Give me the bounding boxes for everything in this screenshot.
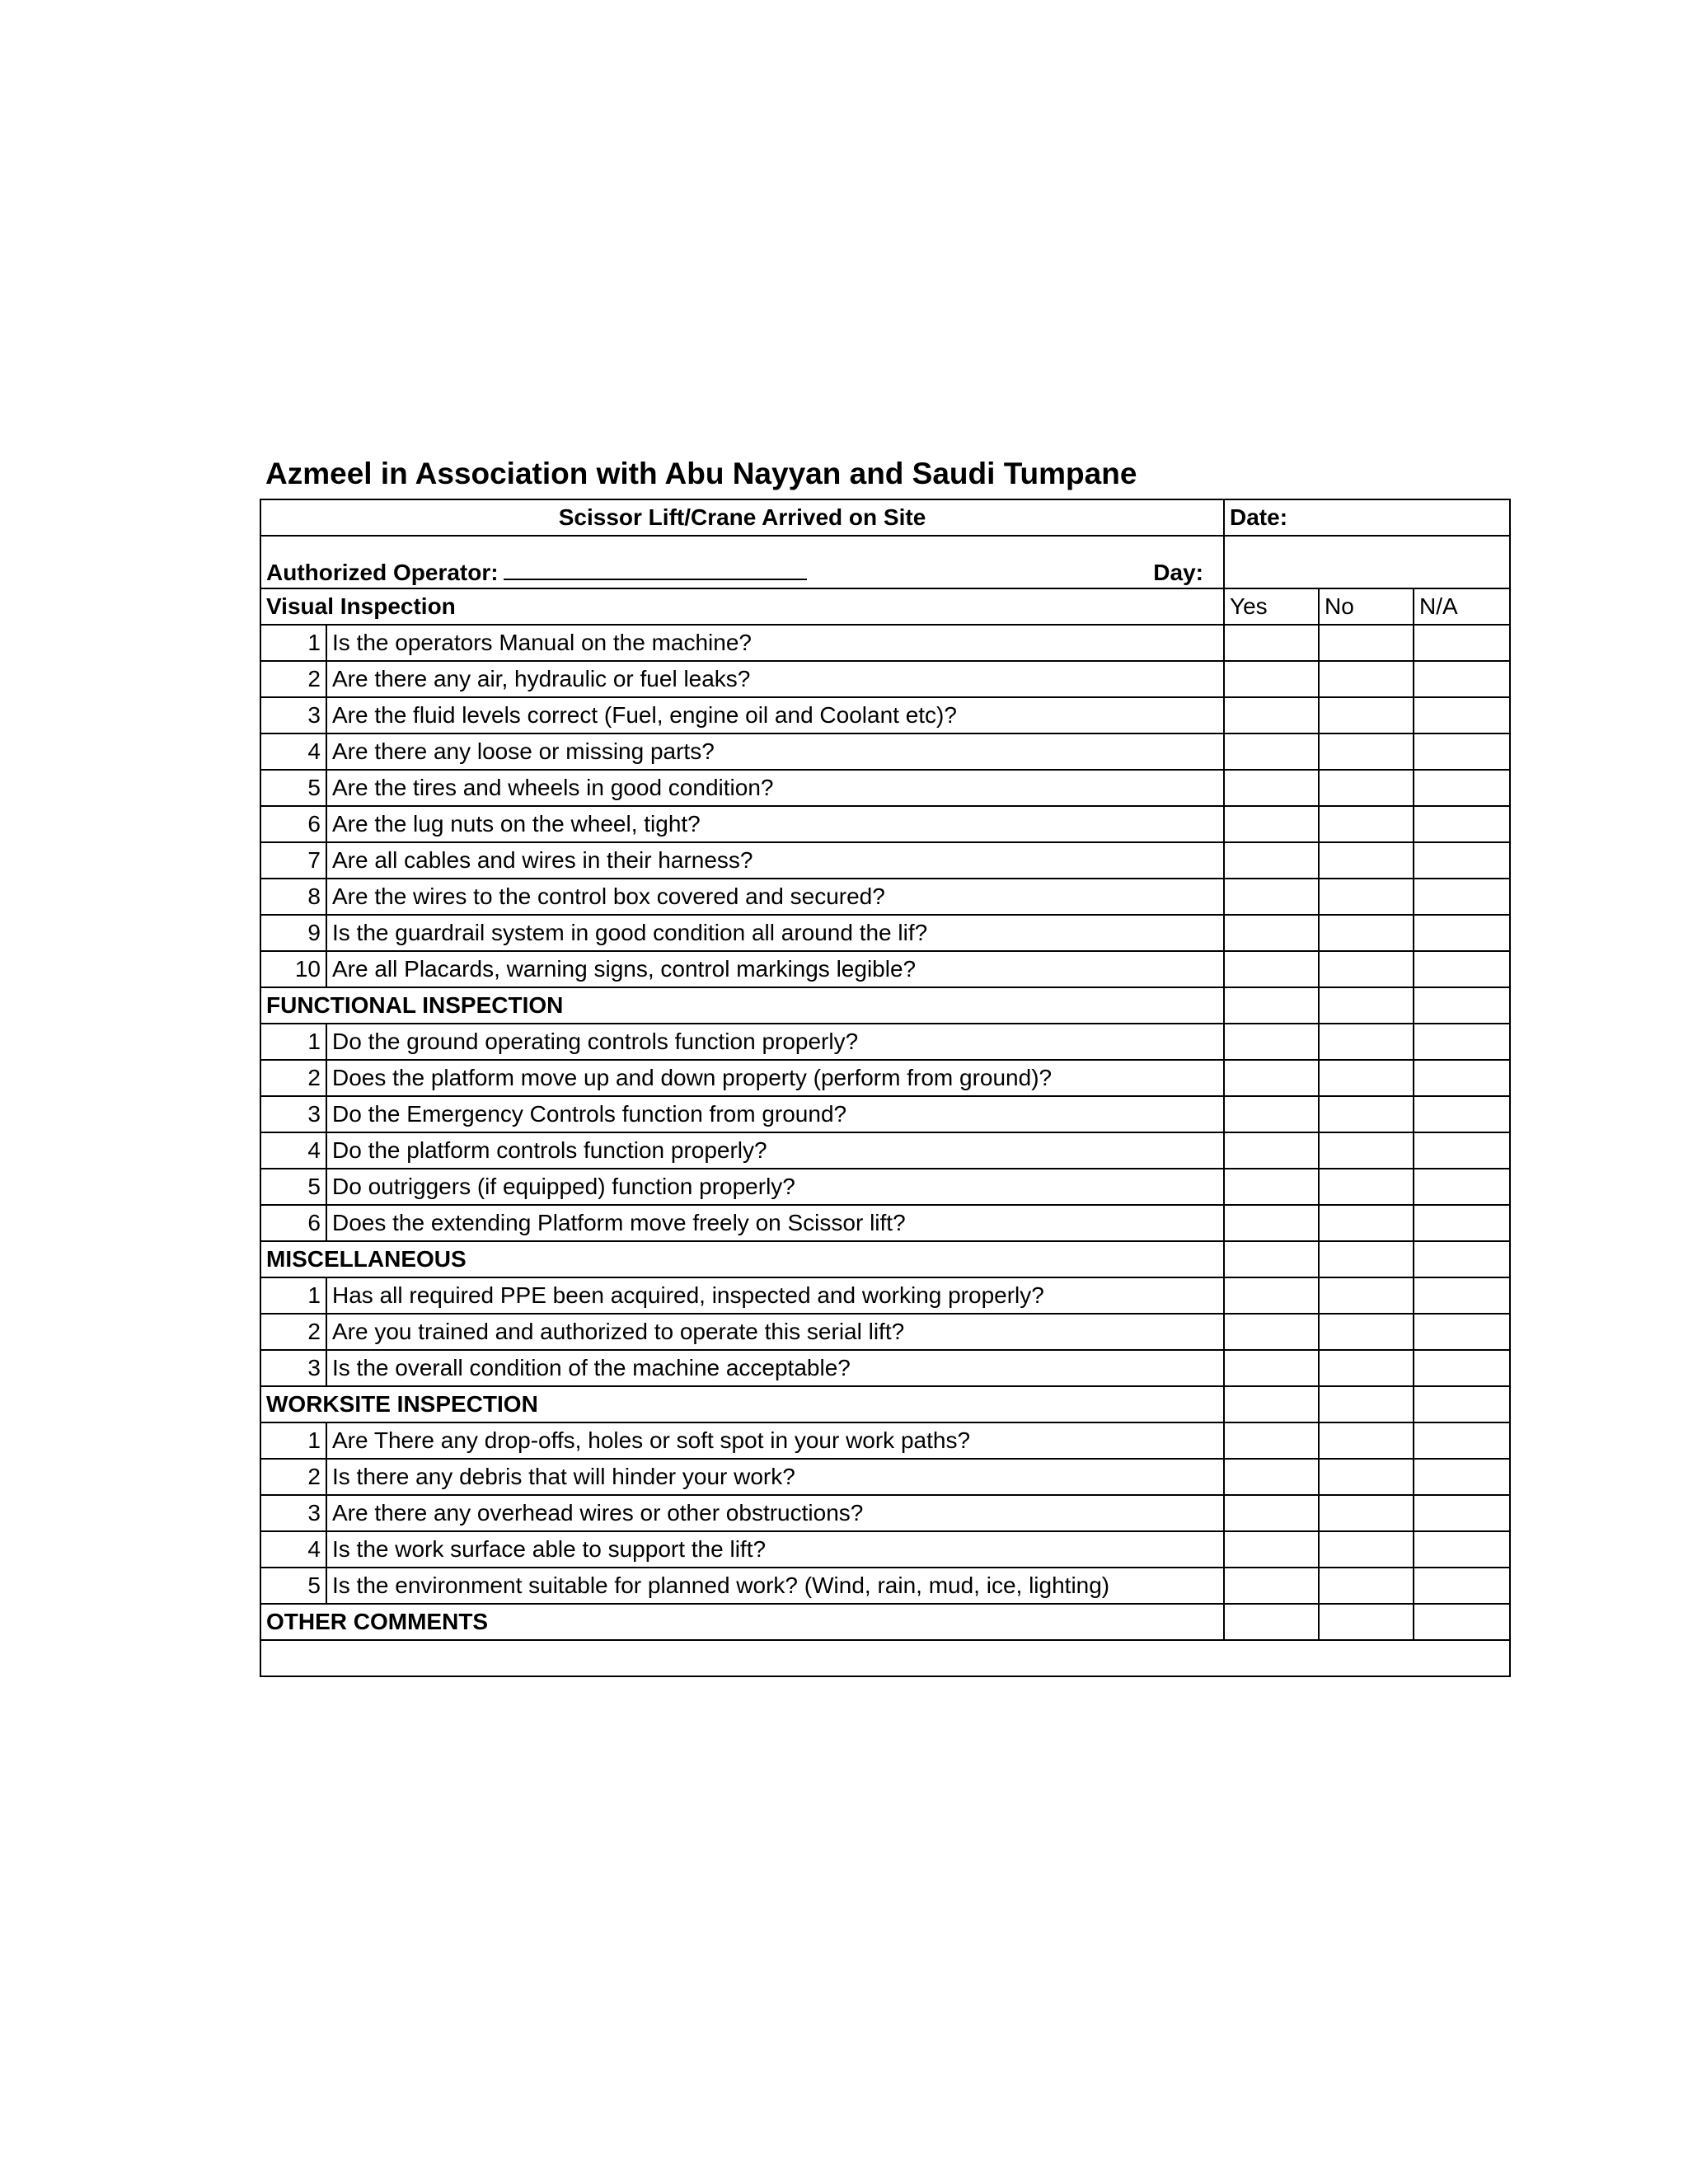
answer-yes-cell[interactable] (1224, 806, 1319, 842)
operator-row (260, 536, 1510, 588)
answer-na-cell[interactable] (1414, 1096, 1510, 1132)
item-number: 1 (260, 1277, 326, 1314)
checklist-row (260, 1060, 1510, 1096)
answer-yes-cell[interactable] (1224, 1495, 1319, 1531)
answer-na-cell[interactable] (1414, 1314, 1510, 1350)
item-number: 2 (260, 661, 326, 697)
answer-no-cell[interactable] (1319, 697, 1414, 733)
answer-na-cell[interactable] (1414, 1277, 1510, 1314)
item-number: 6 (260, 1205, 326, 1241)
item-number: 5 (260, 770, 326, 806)
section-misc-header (260, 1241, 1510, 1277)
answer-no-cell[interactable] (1319, 1169, 1414, 1205)
answer-yes-cell[interactable] (1224, 879, 1319, 915)
checklist-row (260, 1350, 1510, 1386)
operator-blank-line[interactable] (504, 560, 807, 580)
section-title-worksite: WORKSITE INSPECTION (260, 1386, 1224, 1422)
section-title-visual: Visual Inspection (260, 588, 1224, 625)
answer-na-cell[interactable] (1414, 842, 1510, 879)
item-question: Are you trained and authorized to operate this serial lift? (326, 1314, 1224, 1350)
item-number: 1 (260, 1422, 326, 1459)
answer-no-cell[interactable] (1319, 842, 1414, 879)
item-question: Does the platform move up and down property (perform from ground)? (326, 1060, 1224, 1096)
answer-na-cell[interactable] (1414, 1205, 1510, 1241)
item-question: Is there any debris that will hinder your work? (326, 1459, 1224, 1495)
functional-items (260, 1024, 1510, 1241)
answer-no-cell[interactable] (1319, 1277, 1414, 1314)
item-number: 2 (260, 1459, 326, 1495)
section-functional-header (260, 987, 1510, 1024)
item-number: 7 (260, 842, 326, 879)
answer-no-cell[interactable] (1319, 1495, 1414, 1531)
item-question: Does the extending Platform move freely on Scissor lift? (326, 1205, 1224, 1241)
item-number: 4 (260, 1531, 326, 1568)
item-question: Do the platform controls function properly? (326, 1132, 1224, 1169)
answer-no-cell[interactable] (1319, 1422, 1414, 1459)
day-label: Day: (1153, 560, 1203, 585)
checklist-row (260, 879, 1510, 915)
checklist-row (260, 625, 1510, 661)
answer-na-cell[interactable] (1414, 915, 1510, 951)
item-question: Are all Placards, warning signs, control markings legible? (326, 951, 1224, 987)
answer-yes-cell[interactable] (1224, 697, 1319, 733)
visual-items (260, 625, 1510, 987)
checklist-row (260, 1205, 1510, 1241)
column-header-na: N/A (1414, 588, 1510, 625)
checklist-row (260, 1024, 1510, 1060)
blank-cell (1224, 987, 1319, 1024)
blank-cell (1319, 1386, 1414, 1422)
section-title-misc: MISCELLANEOUS (260, 1241, 1224, 1277)
answer-no-cell[interactable] (1319, 879, 1414, 915)
blank-cell (1224, 1241, 1319, 1277)
answer-no-cell[interactable] (1319, 661, 1414, 697)
item-number: 1 (260, 625, 326, 661)
worksite-items (260, 1422, 1510, 1604)
checklist-row (260, 661, 1510, 697)
answer-yes-cell[interactable] (1224, 1459, 1319, 1495)
item-question: Do outriggers (if equipped) function properly? (326, 1169, 1224, 1205)
item-number: 3 (260, 697, 326, 733)
answer-na-cell[interactable] (1414, 951, 1510, 987)
operator-field[interactable] (266, 560, 807, 584)
answer-yes-cell[interactable] (1224, 1422, 1319, 1459)
column-header-yes: Yes (1224, 588, 1319, 625)
answer-yes-cell[interactable] (1224, 770, 1319, 806)
blank-cell (1414, 1241, 1510, 1277)
section-visual-header (260, 588, 1510, 625)
day-field[interactable] (1224, 536, 1510, 588)
item-number: 4 (260, 733, 326, 770)
answer-na-cell[interactable] (1414, 661, 1510, 697)
item-question: Is the operators Manual on the machine? (326, 625, 1224, 661)
answer-no-cell[interactable] (1319, 915, 1414, 951)
company-title: Azmeel in Association with Abu Nayyan and Saudi Tumpane (265, 457, 1137, 490)
answer-yes-cell[interactable] (1224, 842, 1319, 879)
answer-yes-cell[interactable] (1224, 1531, 1319, 1568)
answer-yes-cell[interactable] (1224, 1314, 1319, 1350)
item-question: Is the guardrail system in good condition all around the lif? (326, 915, 1224, 951)
checklist-row (260, 1459, 1510, 1495)
answer-na-cell[interactable] (1414, 879, 1510, 915)
answer-yes-cell[interactable] (1224, 1096, 1319, 1132)
answer-na-cell[interactable] (1414, 1060, 1510, 1096)
blank-cell (1319, 1604, 1414, 1640)
answer-yes-cell[interactable] (1224, 1060, 1319, 1096)
item-number: 6 (260, 806, 326, 842)
answer-na-cell[interactable] (1414, 1495, 1510, 1531)
item-question: Do the Emergency Controls function from ground? (326, 1096, 1224, 1132)
blank-cell (1414, 987, 1510, 1024)
checklist-row (260, 842, 1510, 879)
item-question: Are There any drop-offs, holes or soft spot in your work paths? (326, 1422, 1224, 1459)
checklist-row (260, 1422, 1510, 1459)
item-question: Are there any loose or missing parts? (326, 733, 1224, 770)
column-header-no: No (1319, 588, 1414, 625)
answer-na-cell[interactable] (1414, 1422, 1510, 1459)
checklist-row (260, 1314, 1510, 1350)
checklist-row (260, 915, 1510, 951)
checklist-row (260, 697, 1510, 733)
item-number: 3 (260, 1350, 326, 1386)
checklist-row (260, 1169, 1510, 1205)
answer-no-cell[interactable] (1319, 806, 1414, 842)
arrival-row (260, 499, 1510, 536)
item-question: Do the ground operating controls function properly? (326, 1024, 1224, 1060)
checklist-row (260, 1531, 1510, 1568)
blank-cell (1414, 1604, 1510, 1640)
blank-cell (1319, 1241, 1414, 1277)
section-title-functional: FUNCTIONAL INSPECTION (260, 987, 1224, 1024)
answer-no-cell[interactable] (1319, 951, 1414, 987)
checklist-row (260, 770, 1510, 806)
answer-na-cell[interactable] (1414, 1568, 1510, 1604)
answer-yes-cell[interactable] (1224, 915, 1319, 951)
inspection-checklist-table (260, 499, 1511, 1677)
answer-yes-cell[interactable] (1224, 1277, 1319, 1314)
answer-no-cell[interactable] (1319, 1024, 1414, 1060)
answer-na-cell[interactable] (1414, 1531, 1510, 1568)
answer-yes-cell[interactable] (1224, 1568, 1319, 1604)
answer-na-cell[interactable] (1414, 1459, 1510, 1495)
item-number: 5 (260, 1568, 326, 1604)
checklist-row (260, 733, 1510, 770)
item-question: Are the lug nuts on the wheel, tight? (326, 806, 1224, 842)
answer-no-cell[interactable] (1319, 1314, 1414, 1350)
comments-input-area[interactable] (260, 1640, 1510, 1676)
item-question: Are the tires and wheels in good condition? (326, 770, 1224, 806)
operator-cell (260, 536, 1224, 588)
item-number: 9 (260, 915, 326, 951)
answer-yes-cell[interactable] (1224, 625, 1319, 661)
answer-na-cell[interactable] (1414, 625, 1510, 661)
answer-yes-cell[interactable] (1224, 1169, 1319, 1205)
answer-yes-cell[interactable] (1224, 1350, 1319, 1386)
answer-yes-cell[interactable] (1224, 951, 1319, 987)
item-number: 1 (260, 1024, 326, 1060)
item-question: Are the fluid levels correct (Fuel, engine oil and Coolant etc)? (326, 697, 1224, 733)
answer-yes-cell[interactable] (1224, 1205, 1319, 1241)
item-number: 2 (260, 1314, 326, 1350)
misc-items (260, 1277, 1510, 1386)
answer-yes-cell[interactable] (1224, 661, 1319, 697)
answer-na-cell[interactable] (1414, 697, 1510, 733)
answer-no-cell[interactable] (1319, 1132, 1414, 1169)
answer-na-cell[interactable] (1414, 1132, 1510, 1169)
arrival-label: Scissor Lift/Crane Arrived on Site (260, 499, 1224, 536)
item-number: 4 (260, 1132, 326, 1169)
operator-label: Authorized Operator: (266, 560, 499, 585)
comments-row (260, 1640, 1510, 1676)
answer-no-cell[interactable] (1319, 1568, 1414, 1604)
checklist-row (260, 1096, 1510, 1132)
item-number: 10 (260, 951, 326, 987)
checklist-row (260, 1132, 1510, 1169)
blank-cell (1224, 1386, 1319, 1422)
section-worksite-header (260, 1386, 1510, 1422)
answer-no-cell[interactable] (1319, 625, 1414, 661)
answer-no-cell[interactable] (1319, 733, 1414, 770)
date-field[interactable]: Date: (1224, 499, 1510, 536)
item-question: Is the overall condition of the machine acceptable? (326, 1350, 1224, 1386)
answer-na-cell[interactable] (1414, 1169, 1510, 1205)
checklist-row (260, 806, 1510, 842)
blank-cell (1319, 987, 1414, 1024)
item-question: Are there any air, hydraulic or fuel leaks? (326, 661, 1224, 697)
item-question: Is the environment suitable for planned work? (Wind, rain, mud, ice, lighting) (326, 1568, 1224, 1604)
answer-na-cell[interactable] (1414, 806, 1510, 842)
section-comments-header (260, 1604, 1510, 1640)
answer-na-cell[interactable] (1414, 1024, 1510, 1060)
answer-yes-cell[interactable] (1224, 1024, 1319, 1060)
answer-yes-cell[interactable] (1224, 1132, 1319, 1169)
answer-no-cell[interactable] (1319, 1096, 1414, 1132)
checklist-row (260, 1495, 1510, 1531)
item-number: 3 (260, 1096, 326, 1132)
answer-no-cell[interactable] (1319, 1531, 1414, 1568)
item-question: Are all cables and wires in their harness? (326, 842, 1224, 879)
item-question: Is the work surface able to support the lift? (326, 1531, 1224, 1568)
item-question: Are there any overhead wires or other obstructions? (326, 1495, 1224, 1531)
item-question: Are the wires to the control box covered and secured? (326, 879, 1224, 915)
answer-no-cell[interactable] (1319, 1205, 1414, 1241)
checklist-row (260, 1568, 1510, 1604)
item-number: 3 (260, 1495, 326, 1531)
item-number: 8 (260, 879, 326, 915)
answer-na-cell[interactable] (1414, 770, 1510, 806)
checklist-row (260, 951, 1510, 987)
checklist-row (260, 1277, 1510, 1314)
answer-no-cell[interactable] (1319, 1459, 1414, 1495)
answer-na-cell[interactable] (1414, 1350, 1510, 1386)
section-title-comments: OTHER COMMENTS (260, 1604, 1224, 1640)
answer-na-cell[interactable] (1414, 733, 1510, 770)
answer-no-cell[interactable] (1319, 770, 1414, 806)
blank-cell (1224, 1604, 1319, 1640)
answer-no-cell[interactable] (1319, 1350, 1414, 1386)
answer-no-cell[interactable] (1319, 1060, 1414, 1096)
answer-yes-cell[interactable] (1224, 733, 1319, 770)
item-question: Has all required PPE been acquired, inspected and working properly? (326, 1277, 1224, 1314)
item-number: 2 (260, 1060, 326, 1096)
item-number: 5 (260, 1169, 326, 1205)
blank-cell (1414, 1386, 1510, 1422)
